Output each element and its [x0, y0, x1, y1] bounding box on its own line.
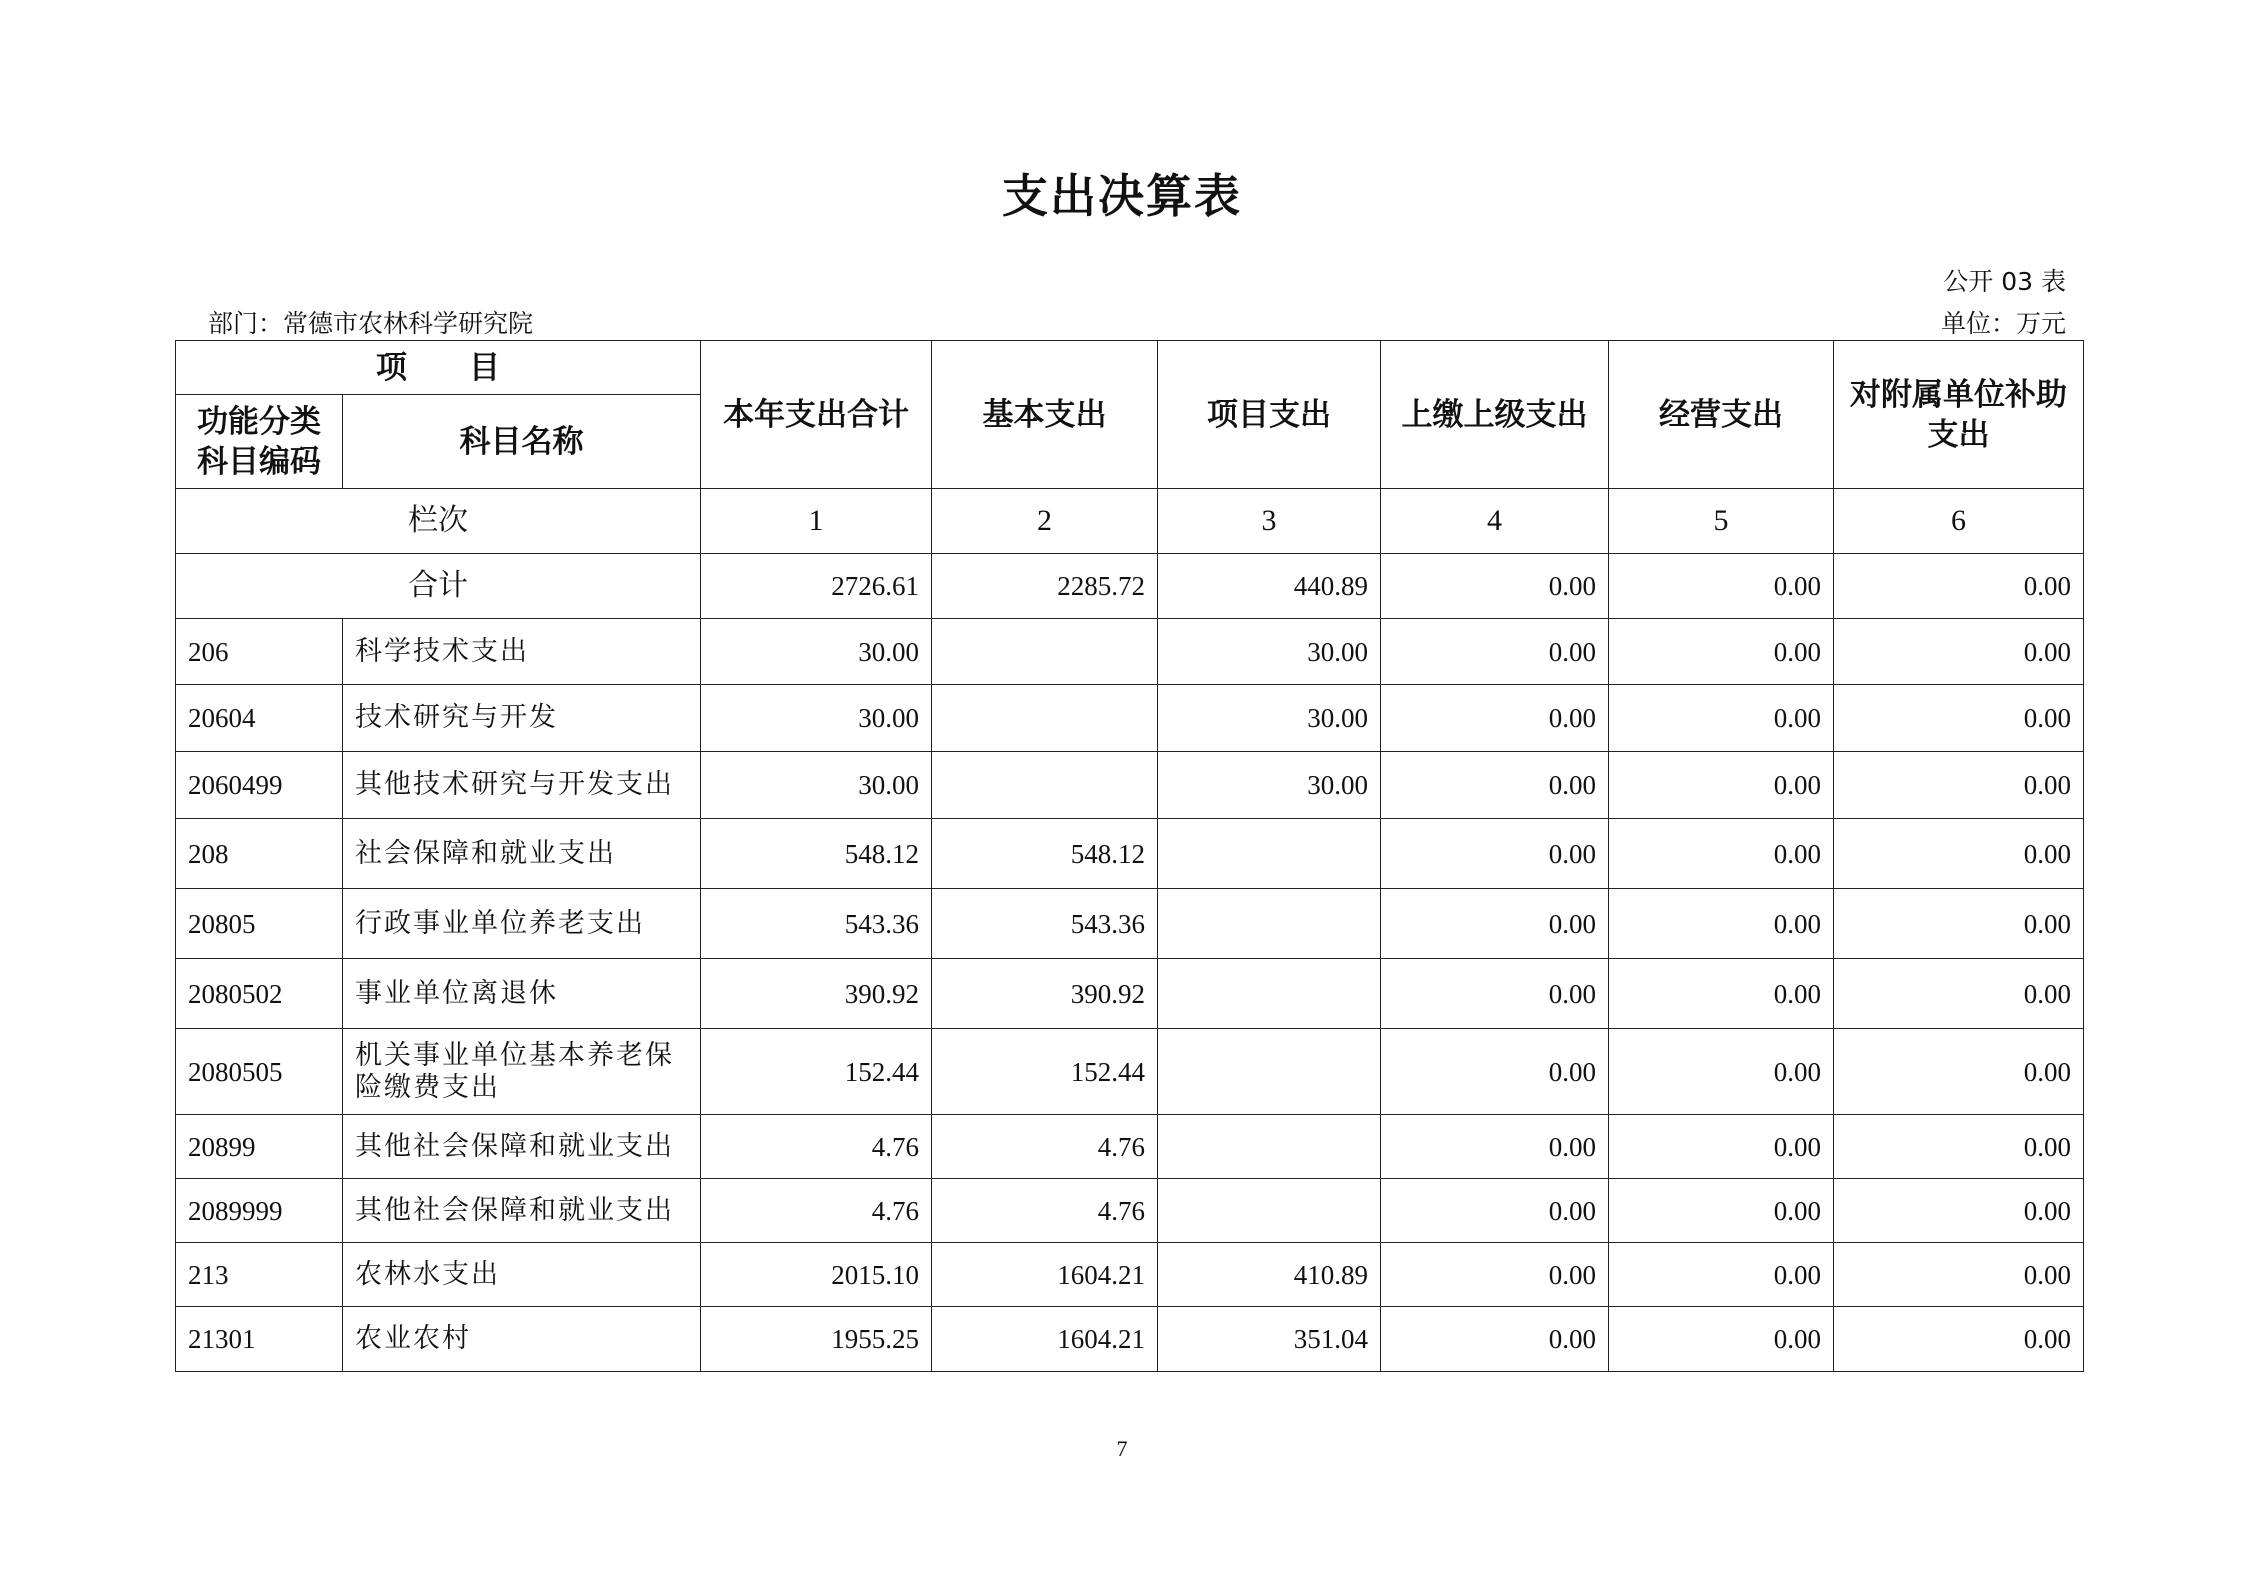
row-subject-name: 行政事业单位养老支出: [343, 889, 701, 959]
row-value: 0.00: [1834, 1243, 2084, 1307]
row-value: 30.00: [701, 619, 932, 685]
row-value: 0.00: [1834, 752, 2084, 819]
total-value: 0.00: [1381, 554, 1609, 619]
row-value: [932, 752, 1158, 819]
row-value: 30.00: [701, 685, 932, 752]
unit-label: 单位：万元: [1940, 309, 2066, 338]
row-subject-name: 其他技术研究与开发支出: [343, 752, 701, 819]
row-value: 0.00: [1609, 819, 1834, 889]
row-subject-name: 社会保障和就业支出: [343, 819, 701, 889]
row-value: 0.00: [1834, 959, 2084, 1029]
row-value: 30.00: [1158, 685, 1381, 752]
row-value: 0.00: [1609, 619, 1834, 685]
row-subject-name: 其他社会保障和就业支出: [343, 1179, 701, 1243]
row-subject-name: 农业农村: [343, 1307, 701, 1372]
header-project-expenditure: 项目支出: [1158, 341, 1381, 489]
row-value: 0.00: [1381, 1179, 1609, 1243]
row-value: 0.00: [1381, 819, 1609, 889]
document-title: 支出决算表: [1002, 169, 1242, 223]
row-value: 30.00: [701, 752, 932, 819]
row-value: [932, 619, 1158, 685]
row-value: 1955.25: [701, 1307, 932, 1372]
index-col: 5: [1609, 489, 1834, 554]
row-value: 152.44: [701, 1029, 932, 1115]
index-col: 4: [1381, 489, 1609, 554]
row-value: 390.92: [932, 959, 1158, 1029]
row-func-code: 206: [176, 619, 343, 685]
table-row: [176, 1029, 2084, 1115]
row-value: 30.00: [1158, 752, 1381, 819]
header-operating: 经营支出: [1609, 341, 1834, 489]
row-value: 0.00: [1609, 1179, 1834, 1243]
table-number: 公开 03 表: [1943, 267, 2066, 296]
table-row: [176, 619, 2084, 685]
index-col: 1: [701, 489, 932, 554]
table-row: [176, 819, 2084, 889]
row-value: 0.00: [1834, 685, 2084, 752]
row-value: 4.76: [932, 1115, 1158, 1179]
table-row: [176, 1307, 2084, 1372]
row-func-code: 2080502: [176, 959, 343, 1029]
table-row: [176, 1179, 2084, 1243]
row-value: 4.76: [701, 1115, 932, 1179]
row-value: [1158, 1179, 1381, 1243]
total-value: 0.00: [1834, 554, 2084, 619]
table-row: [176, 752, 2084, 819]
row-func-code: 2089999: [176, 1179, 343, 1243]
index-col: 6: [1834, 489, 2084, 554]
row-value: 0.00: [1381, 619, 1609, 685]
row-func-code: 20899: [176, 1115, 343, 1179]
row-value: [1158, 889, 1381, 959]
row-value: 0.00: [1834, 889, 2084, 959]
department-label: 部门：常德市农林科学研究院: [208, 309, 534, 338]
row-value: 0.00: [1381, 1115, 1609, 1179]
row-value: 0.00: [1834, 819, 2084, 889]
row-func-code: 2060499: [176, 752, 343, 819]
table-row: [176, 685, 2084, 752]
index-row: [176, 489, 2084, 554]
row-value: [1158, 1029, 1381, 1115]
row-func-code: 20805: [176, 889, 343, 959]
row-func-code: 213: [176, 1243, 343, 1307]
row-func-code: 2080505: [176, 1029, 343, 1115]
data-rows: [176, 619, 2084, 1372]
row-value: 0.00: [1834, 1115, 2084, 1179]
header-project: 项 目: [176, 341, 701, 395]
row-value: 543.36: [701, 889, 932, 959]
row-value: 0.00: [1834, 1029, 2084, 1115]
row-value: 0.00: [1381, 1029, 1609, 1115]
row-subject-name: 机关事业单位基本养老保险缴费支出: [343, 1029, 701, 1115]
header-subject-name: 科目名称: [343, 395, 701, 489]
row-value: [932, 685, 1158, 752]
row-value: 0.00: [1609, 1029, 1834, 1115]
row-func-code: 208: [176, 819, 343, 889]
row-value: 0.00: [1609, 1115, 1834, 1179]
row-subject-name: 技术研究与开发: [343, 685, 701, 752]
row-subject-name: 科学技术支出: [343, 619, 701, 685]
row-value: 0.00: [1381, 889, 1609, 959]
row-value: 351.04: [1158, 1307, 1381, 1372]
row-value: 0.00: [1609, 752, 1834, 819]
table-row: [176, 889, 2084, 959]
row-func-code: 20604: [176, 685, 343, 752]
table-row: [176, 1243, 2084, 1307]
total-value: 2285.72: [932, 554, 1158, 619]
row-value: 0.00: [1609, 889, 1834, 959]
header-subsidy: 对附属单位补助支出: [1834, 341, 2084, 489]
row-value: 0.00: [1609, 1307, 1834, 1372]
row-func-code: 21301: [176, 1307, 343, 1372]
row-value: 0.00: [1834, 1307, 2084, 1372]
page-number: 7: [1116, 1436, 1128, 1461]
header-func-code: 功能分类科目编码: [176, 395, 343, 489]
index-col: 3: [1158, 489, 1381, 554]
row-value: 2015.10: [701, 1243, 932, 1307]
row-subject-name: 其他社会保障和就业支出: [343, 1115, 701, 1179]
header-upper-level: 上缴上级支出: [1381, 341, 1609, 489]
row-subject-name: 事业单位离退休: [343, 959, 701, 1029]
row-value: 548.12: [932, 819, 1158, 889]
row-value: 1604.21: [932, 1307, 1158, 1372]
row-value: 0.00: [1834, 619, 2084, 685]
row-value: 0.00: [1381, 959, 1609, 1029]
row-value: 390.92: [701, 959, 932, 1029]
row-value: 0.00: [1381, 1243, 1609, 1307]
row-value: 0.00: [1609, 959, 1834, 1029]
total-label: 合计: [176, 554, 701, 619]
total-value: 440.89: [1158, 554, 1381, 619]
row-value: 30.00: [1158, 619, 1381, 685]
row-subject-name: 农林水支出: [343, 1243, 701, 1307]
table-row: [176, 1115, 2084, 1179]
index-label: 栏次: [176, 489, 701, 554]
row-value: 4.76: [701, 1179, 932, 1243]
header-basic: 基本支出: [932, 341, 1158, 489]
row-value: 0.00: [1834, 1179, 2084, 1243]
row-value: 4.76: [932, 1179, 1158, 1243]
row-value: 0.00: [1381, 752, 1609, 819]
row-value: 410.89: [1158, 1243, 1381, 1307]
row-value: 0.00: [1609, 1243, 1834, 1307]
total-value: 0.00: [1609, 554, 1834, 619]
total-value: 2726.61: [701, 554, 932, 619]
expenditure-table: [175, 340, 2084, 1372]
row-value: [1158, 959, 1381, 1029]
row-value: 548.12: [701, 819, 932, 889]
table-row: [176, 959, 2084, 1029]
row-value: 543.36: [932, 889, 1158, 959]
row-value: [1158, 1115, 1381, 1179]
total-row: [176, 554, 2084, 619]
row-value: 0.00: [1609, 685, 1834, 752]
row-value: 0.00: [1381, 1307, 1609, 1372]
index-col: 2: [932, 489, 1158, 554]
row-value: 152.44: [932, 1029, 1158, 1115]
row-value: 0.00: [1381, 685, 1609, 752]
row-value: [1158, 819, 1381, 889]
header-total: 本年支出合计: [701, 341, 932, 489]
row-value: 1604.21: [932, 1243, 1158, 1307]
